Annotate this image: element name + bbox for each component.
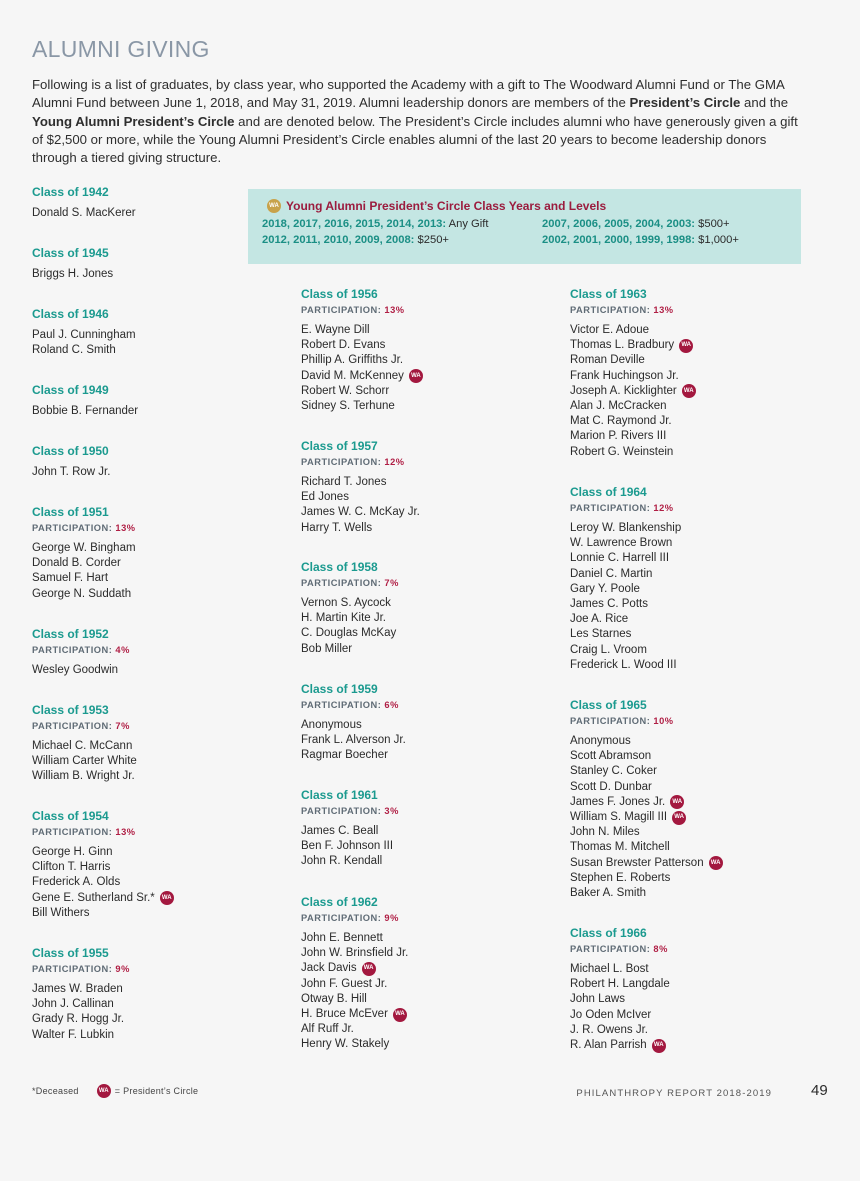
pc-legend-text: = President’s Circle	[114, 1086, 199, 1096]
donor-name: John Laws	[570, 993, 625, 1006]
level-row: 2018, 2017, 2016, 2015, 2014, 2013: Any Gift	[262, 218, 489, 230]
donor-name: Vernon S. Aycock	[301, 597, 391, 609]
donor-name: Michael C. McCann	[32, 740, 133, 752]
class-block	[301, 788, 541, 870]
donor-name: Lonnie C. Harrell III	[570, 552, 670, 565]
donor-name: H. Martin Kite Jr.	[301, 612, 386, 625]
participation-rate: PARTICIPATION: 9%	[301, 913, 399, 923]
donor-name: Wesley Goodwin	[32, 664, 119, 676]
donor-name: John E. Bennett	[301, 932, 383, 944]
class-heading: Class of 1945	[32, 246, 109, 260]
president-circle-badge-icon: WA	[652, 1039, 666, 1053]
class-heading: Class of 1962	[301, 895, 378, 909]
donor-name: John W. Brinsfield Jr.	[301, 947, 409, 960]
class-heading: Class of 1959	[301, 682, 378, 696]
donor-name: Ed Jones	[301, 491, 349, 504]
report-title: PHILANTHROPY REPORT 2018-2019	[576, 1088, 772, 1099]
donor-name: Daniel C. Martin	[570, 567, 653, 580]
donor-name: Henry W. Stakely	[301, 1038, 390, 1051]
class-heading: Class of 1956	[301, 287, 378, 301]
donor-name: Harry T. Wells	[301, 521, 373, 534]
participation-rate: PARTICIPATION: 10%	[570, 716, 674, 726]
donor-name: James C. Beall	[301, 825, 379, 837]
participation-rate: PARTICIPATION: 13%	[301, 305, 405, 315]
class-block	[570, 698, 810, 901]
participation-rate: PARTICIPATION: 3%	[301, 806, 399, 816]
donor-name: Marion P. Rivers III	[570, 430, 667, 443]
president-circle-badge-icon: WA	[393, 1008, 407, 1022]
class-heading: Class of 1953	[32, 703, 109, 717]
level-row: 2012, 2011, 2010, 2009, 2008: $250+	[262, 233, 449, 246]
donor-name: Bobbie B. Fernander	[32, 405, 139, 417]
class-heading: Class of 1965	[570, 698, 647, 712]
president-circle-badge-icon: WA	[409, 369, 423, 383]
president-circle-badge-icon: WA	[97, 1084, 111, 1098]
donor-name: John R. Kendall	[301, 855, 383, 868]
participation-rate: PARTICIPATION: 13%	[570, 305, 674, 315]
donor-name: J. R. Owens Jr.	[570, 1023, 648, 1036]
donor-name: Stanley C. Coker	[570, 765, 657, 778]
class-block	[32, 307, 272, 358]
class-heading: Class of 1954	[32, 809, 109, 823]
donor-name: Victor E. Adoue	[570, 324, 650, 336]
participation-rate: PARTICIPATION: 6%	[301, 700, 399, 710]
donor-name: Frank L. Alverson Jr.	[301, 734, 406, 747]
donor-name: John F. Guest Jr.	[301, 977, 388, 990]
class-heading: Class of 1955	[32, 946, 109, 960]
donor-name: Les Starnes	[570, 628, 632, 641]
class-heading: Class of 1961	[301, 788, 378, 802]
donor-name: George W. Bingham	[32, 542, 136, 554]
donor-name: Anonymous	[570, 735, 631, 747]
class-heading: Class of 1958	[301, 560, 378, 574]
donor-name: W. Lawrence Brown	[570, 537, 673, 550]
president-circle-badge-icon: WA	[670, 795, 684, 809]
donor-name: Joe A. Rice	[570, 613, 629, 626]
donor-name: Clifton T. Harris	[32, 861, 111, 874]
donor-name: Ragmar Boecher	[301, 749, 388, 762]
donor-name: Gary Y. Poole	[570, 582, 640, 595]
donor-name: Mat C. Raymond Jr.	[570, 415, 672, 428]
class-heading: Class of 1966	[570, 926, 647, 940]
donor-name: Donald B. Corder	[32, 557, 121, 570]
donor-name: Baker A. Smith	[570, 887, 647, 900]
donor-name: Phillip A. Griffiths Jr.	[301, 354, 404, 367]
donor-name: William B. Wright Jr.	[32, 770, 135, 783]
donor-name: George N. Suddath	[32, 587, 132, 600]
president-circle-badge-icon: WA	[160, 891, 174, 905]
class-heading: Class of 1949	[32, 383, 109, 397]
donor-name: Otway B. Hill	[301, 992, 367, 1005]
donor-name: John N. Miles	[570, 826, 640, 839]
class-block	[32, 505, 272, 602]
donor-name: James C. Potts	[570, 598, 648, 611]
participation-rate: PARTICIPATION: 9%	[32, 964, 130, 974]
class-block	[32, 809, 272, 921]
donor-name: John J. Callinan	[32, 998, 114, 1011]
donor-name: Robert W. Schorr	[301, 384, 390, 397]
participation-rate: PARTICIPATION: 12%	[570, 503, 674, 513]
donor-name: Robert H. Langdale	[570, 978, 670, 991]
donor-name: Craig L. Vroom	[570, 643, 647, 656]
donor-name: H. Bruce McEver WA	[301, 1007, 541, 1022]
class-heading: Class of 1951	[32, 505, 109, 519]
class-block	[301, 682, 541, 764]
president-circle-badge-icon: WA	[709, 856, 723, 870]
wa-badge-icon: WA	[267, 199, 281, 213]
participation-rate: PARTICIPATION: 7%	[32, 721, 130, 731]
donor-name: Jo Oden McIver	[570, 1008, 652, 1021]
class-heading: Class of 1957	[301, 439, 378, 453]
donor-name: Scott Abramson	[570, 750, 652, 763]
donor-name: Thomas L. Bradbury WA	[570, 338, 810, 353]
class-heading: Class of 1942	[32, 185, 109, 199]
young-alumni-heading: WA Young Alumni President’s Circle Class Years and Levels	[262, 199, 789, 213]
participation-rate: PARTICIPATION: 8%	[570, 944, 668, 954]
page-title: ALUMNI GIVING	[32, 36, 210, 62]
participation-rate: PARTICIPATION: 13%	[32, 827, 136, 837]
class-block	[32, 246, 272, 282]
donor-name: Frederick A. Olds	[32, 876, 121, 889]
donor-name: Stephen E. Roberts	[570, 871, 671, 884]
footer-legend	[32, 1084, 198, 1098]
donor-name: David M. McKenney WA	[301, 369, 541, 384]
donor-name: James F. Jones Jr. WA	[570, 795, 810, 810]
donor-name: Paul J. Cunningham	[32, 329, 136, 341]
president-circle-badge-icon: WA	[672, 811, 686, 825]
level-row: 2002, 2001, 2000, 1999, 1998: $1,000+	[542, 233, 739, 246]
donor-name: William S. Magill III WA	[570, 810, 810, 825]
donor-name: Thomas M. Mitchell	[570, 841, 670, 854]
donor-name: Anonymous	[301, 719, 362, 731]
donor-name: Roman Deville	[570, 354, 645, 367]
donor-name: Joseph A. Kicklighter WA	[570, 384, 810, 399]
class-heading: Class of 1950	[32, 444, 109, 458]
class-heading: Class of 1946	[32, 307, 109, 321]
donor-name: James W. Braden	[32, 983, 123, 995]
donor-name: Bill Withers	[32, 906, 90, 919]
donor-name: Roland C. Smith	[32, 344, 116, 357]
level-row: 2007, 2006, 2005, 2004, 2003: $500+	[542, 218, 730, 230]
donor-name: George H. Ginn	[32, 846, 113, 858]
donor-name: Alan J. McCracken	[570, 400, 667, 413]
participation-rate: PARTICIPATION: 4%	[32, 645, 130, 655]
class-heading: Class of 1964	[570, 485, 647, 499]
donor-name: R. Alan Parrish WA	[570, 1038, 810, 1053]
intro-paragraph: Following is a list of graduates, by class year, who supported the Academy with a gift to The Woodward Alumni Fund or The GMA Alumni Fund between June 1, 2018, and May 31, 2019. Alumni leadership donors are members of the President’s Circle and the Young Alumni President’s Circle and are denoted below. The President’s Circle includes alumni who have generously given a gift of $2,500 or more, while the Young Alumni President’s Circle enables alumni of the last 20 years to become leadership donors through a tiered giving structure.	[32, 77, 798, 166]
donor-name: Walter F. Lubkin	[32, 1028, 115, 1041]
donor-name: Michael L. Bost	[570, 963, 649, 975]
donor-name: Richard T. Jones	[301, 476, 387, 488]
class-block	[32, 703, 272, 785]
president-circle-badge-icon: WA	[679, 339, 693, 353]
deceased-note: *Deceased	[32, 1086, 79, 1096]
donor-name: C. Douglas McKay	[301, 627, 397, 640]
class-block	[32, 627, 272, 678]
class-block	[570, 926, 810, 1053]
class-block	[32, 383, 272, 419]
class-block	[570, 485, 810, 673]
donor-name: Scott D. Dunbar	[570, 780, 652, 793]
donor-name: Susan Brewster Patterson WA	[570, 856, 810, 871]
donor-name: John T. Row Jr.	[32, 466, 111, 478]
class-block	[570, 287, 810, 460]
class-block	[301, 895, 541, 1053]
donor-name: Jack Davis WA	[301, 961, 541, 976]
participation-rate: PARTICIPATION: 12%	[301, 457, 405, 467]
class-block	[301, 439, 541, 536]
donor-name: William Carter White	[32, 755, 137, 768]
class-block	[32, 185, 272, 221]
participation-rate: PARTICIPATION: 7%	[301, 578, 399, 588]
donor-name: E. Wayne Dill	[301, 324, 370, 336]
donor-name: Frank Huchingson Jr.	[570, 369, 679, 382]
class-block	[32, 946, 272, 1043]
participation-rate: PARTICIPATION: 13%	[32, 523, 136, 533]
donor-name: Bob Miller	[301, 642, 353, 655]
page-number: 49	[811, 1082, 828, 1099]
donor-name: Leroy W. Blankenship	[570, 522, 682, 534]
donor-name: Donald S. MacKerer	[32, 207, 136, 219]
donor-name: Ben F. Johnson III	[301, 840, 394, 853]
donor-name: Grady R. Hogg Jr.	[32, 1013, 125, 1026]
donor-name: Sidney S. Terhune	[301, 400, 395, 413]
class-heading: Class of 1963	[570, 287, 647, 301]
class-block	[32, 444, 272, 480]
donor-name: Robert D. Evans	[301, 339, 386, 352]
class-block	[301, 560, 541, 657]
class-block	[301, 287, 541, 414]
president-circle-badge-icon: WA	[362, 962, 376, 976]
donor-name: Briggs H. Jones	[32, 268, 114, 280]
donor-name: Alf Ruff Jr.	[301, 1023, 354, 1036]
class-heading: Class of 1952	[32, 627, 109, 641]
donor-name: James W. C. McKay Jr.	[301, 506, 420, 519]
donor-name: Samuel F. Hart	[32, 572, 109, 585]
donor-name: Gene E. Sutherland Sr.* WA	[32, 891, 272, 906]
president-circle-badge-icon: WA	[682, 384, 696, 398]
donor-name: Robert G. Weinstein	[570, 445, 674, 458]
young-alumni-levels-box	[248, 189, 801, 264]
donor-name: Frederick L. Wood III	[570, 658, 677, 671]
